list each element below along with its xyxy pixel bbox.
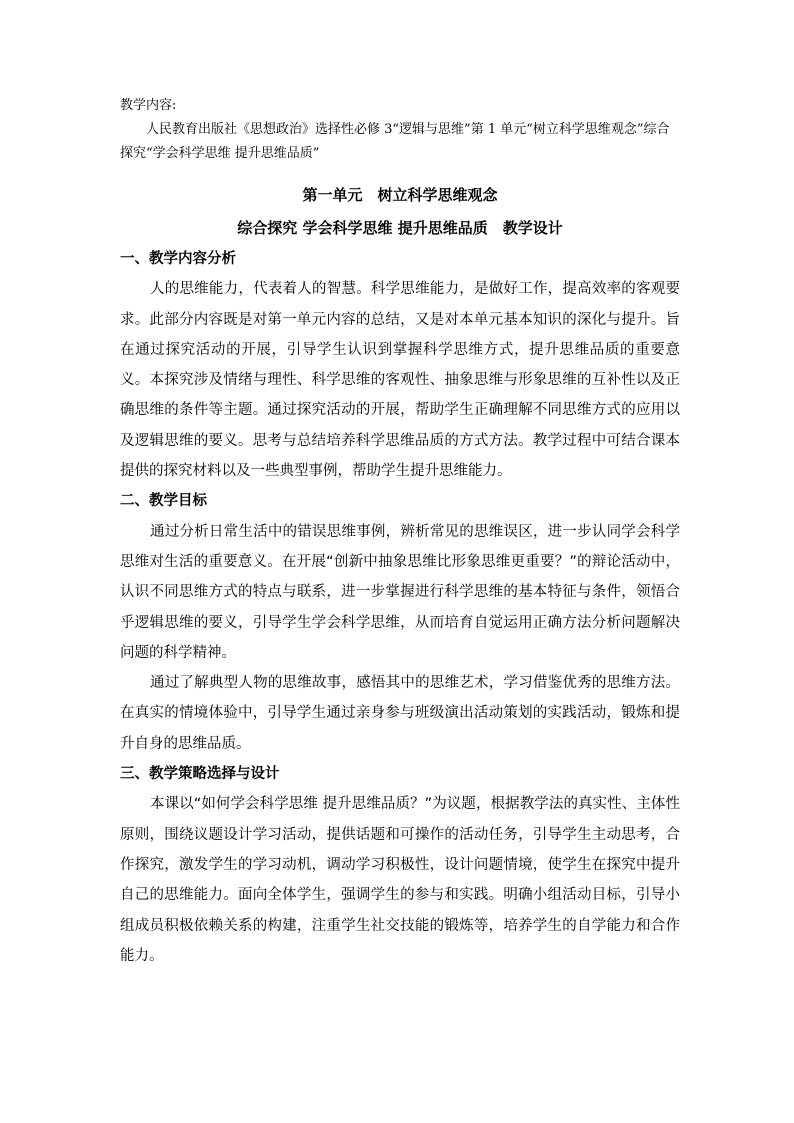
design-title: 综合探究 学会科学思维 提升思维品质 教学设计 xyxy=(237,219,563,237)
unit-title: 第一单元 树立科学思维观念 xyxy=(302,186,498,204)
section-heading-teaching-goals: 二、教学目标 xyxy=(120,493,207,510)
teaching-content-header xyxy=(120,94,680,166)
paragraph: 本课以“如何学会科学思维 提升思维品质？”为议题，根据教学法的真实性、主体性原则，围绕议题设计学习活动，提供话题和可操作的活动任务，引导学生主动思考，合作探究，激发学生的学习动机，调动学习积极性，设计问题情境，使学生在探究中提升自己的思维能力。面向全体学生，强调学生的参与和实践。明确小组活动目标，引导小组成员积极依赖关系的构建，注重学生社交技能的锻炼等，培养学生的自学能力和合作能力。 xyxy=(120,796,680,964)
teaching-content-label: 教学内容: xyxy=(120,98,177,113)
document-body xyxy=(120,244,680,971)
section-heading-content-analysis: 一、教学内容分析 xyxy=(120,251,236,267)
paragraph: 通过分析日常生活中的错误思维事例，辨析常见的思维误区，进一步认同学会科学思维对生活的重要意义。在开展“创新中抽象思维比形象思维更重要？”的辩论活动中，认识不同思维方式的特点与联系，进一步掌握进行科学思维的基本特征与条件，领悟合乎逻辑思维的要义，引导学生学会科学思维，从而培育自觉运用正确方法分析问题解决问题的科学精神。 xyxy=(120,523,680,661)
paragraph: 通过了解典型人物的思维故事，感悟其中的思维艺术，学习借鉴优秀的思维方法。在真实的情境体验中，引导学生通过亲身参与班级演出活动策划的实践活动，锻炼和提升自身的思维品质。 xyxy=(120,675,680,752)
paragraph: 人的思维能力，代表着人的智慧。科学思维能力，是做好工作，提高效率的客观要求。此部分内容既是对第一单元内容的总结，又是对本单元基本知识的深化与提升。旨在通过探究活动的开展，引导学生认识到掌握科学思维方式，提升思维品质的重要意义。本探究涉及情绪与理性、科学思维的客观性、抽象思维与形象思维的互补性以及正确思维的条件等主题。通过探究活动的开展，帮助学生正确理解不同思维方式的应用以及逻辑思维的要义。思考与总结培养科学思维品质的方式方法。教学过程中可结合课本提供的探究材料以及一些典型事例，帮助学生提升思维能力。 xyxy=(120,281,680,480)
section-heading-teaching-strategy: 三、教学策略选择与设计 xyxy=(120,766,280,783)
teaching-content-description: 人民教育出版社《思想政治》选择性必修 3“逻辑与思维”第 1 单元“树立科学思维观念”综合探究“学会科学思维 提升思维品质” xyxy=(120,122,670,161)
